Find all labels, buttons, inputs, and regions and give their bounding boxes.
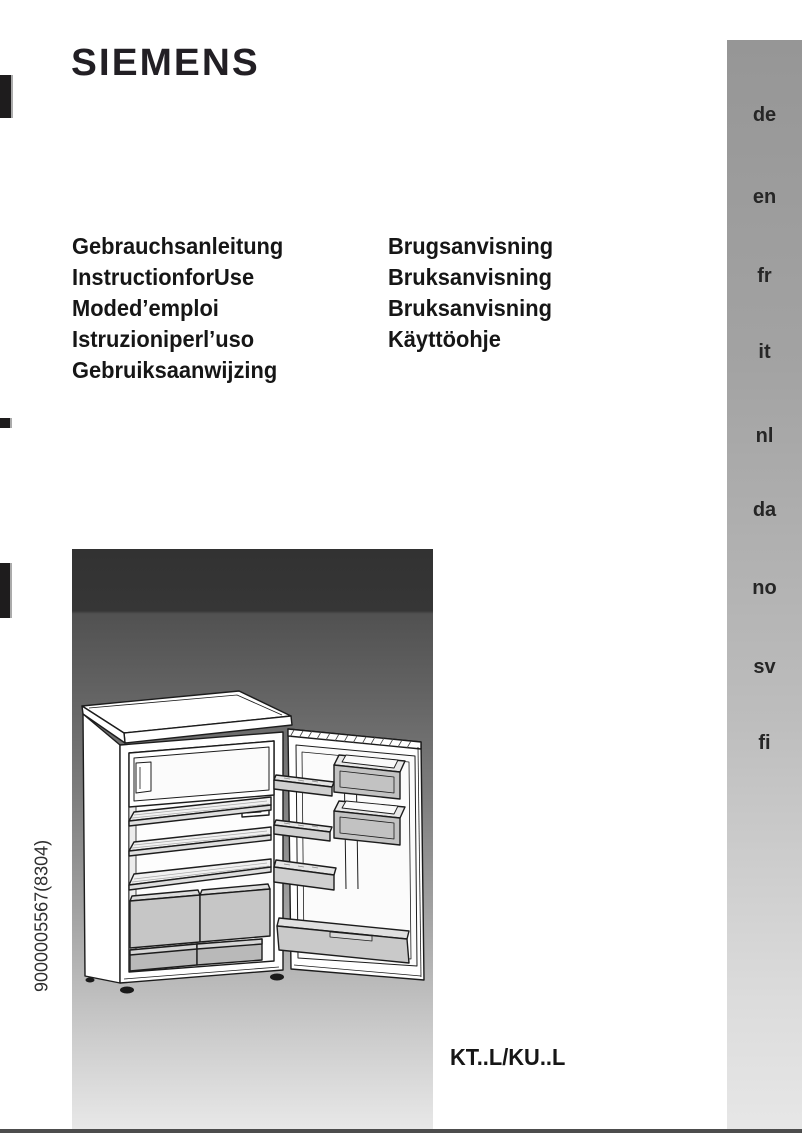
title-line: Käyttöohje [388,326,501,352]
title-line: Gebruiksaanwijzing [72,357,278,383]
language-tab-sv: sv [753,656,776,678]
brand-logo: SIEMENS [71,42,260,84]
language-tab-da: da [752,499,777,521]
language-tab-de: de [752,104,777,126]
title-line: InstructionforUse [72,264,255,290]
model-code: KT..L/KU..L [450,1044,566,1070]
language-tab-en: en [752,186,777,208]
language-tab-no: no [752,577,777,599]
registration-bar-3 [0,563,12,618]
language-tab-strip [727,40,802,1133]
freezer-compartment [129,741,274,807]
manual-cover-page: SIEMENS Gebrauchsanleitung InstructionforUse Moded’emploi Istruzioniperl’uso Gebruiksaanwijzing Brugsanvisning Bruksanvisning Bruksanvisning Käyttöohje de en fr it nl da no sv fi KT..L/KU..L 9000005567(8304) [0,0,802,1133]
language-tab-fi: fi [758,732,771,754]
language-tab-it: it [758,341,771,363]
title-line: Istruzioniperl’uso [72,326,255,352]
language-tab-fr: fr [757,265,772,287]
language-tab-nl: nl [755,425,774,447]
registration-bar-1 [0,75,13,118]
title-line: Bruksanvisning [388,295,552,321]
crisper-drawers [130,884,270,971]
title-column-right [388,231,553,355]
title-column-left [72,231,283,386]
title-line: Gebrauchsanleitung [72,233,284,259]
title-line: Bruksanvisning [388,264,552,290]
page-bottom-edge [0,1129,802,1133]
title-line: Moded’emploi [72,295,219,321]
registration-bar-2 [0,418,12,428]
title-line: Brugsanvisning [388,233,554,259]
refrigerator-illustration [72,549,433,1133]
refrigerator-illustration-panel [72,549,433,1133]
